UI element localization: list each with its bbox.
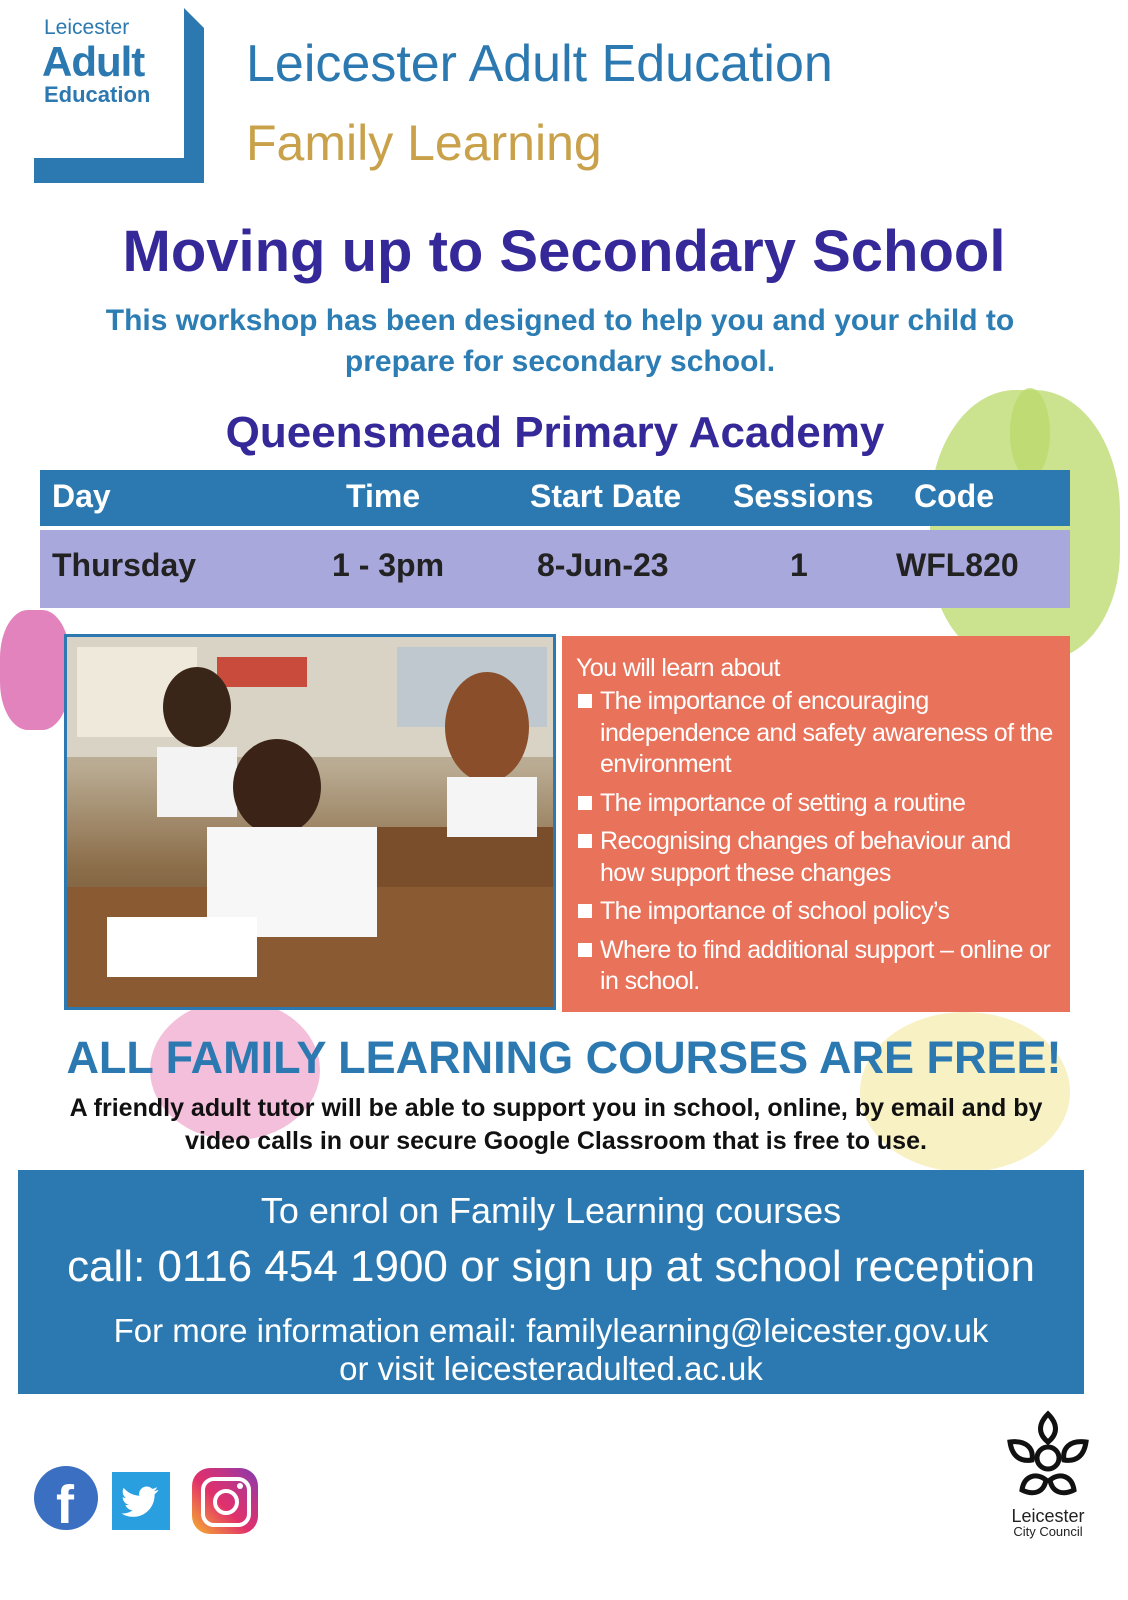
list-item-text: The importance of setting a routine <box>600 788 966 817</box>
list-item <box>576 935 1056 998</box>
page-title: Moving up to Secondary School <box>122 219 1006 284</box>
header-day: Day <box>52 478 111 514</box>
list-item-text: The importance of encouraging independence and safety awareness of the environment <box>600 687 1053 778</box>
schedule-table-row <box>40 530 1070 608</box>
bullet-square-icon <box>578 796 592 810</box>
bullet-square-icon <box>578 694 592 708</box>
list-item-text: The importance of school policy’s <box>600 897 950 925</box>
logo-text-small: Leicester <box>44 16 130 39</box>
tutor-support-text: A friendly adult tutor will be able to support you in school, online, by email and by video calls in our secure Google Classroom that is free to use. <box>69 1094 1043 1155</box>
bullet-square-icon <box>578 834 592 848</box>
learning-outcomes-box <box>562 636 1070 1012</box>
header-sessions: Sessions <box>733 478 874 514</box>
header-start-date: Start Date <box>530 478 682 514</box>
instagram-icon[interactable] <box>192 1468 258 1534</box>
list-item <box>576 788 1056 820</box>
header-time: Time <box>346 478 421 514</box>
list-item <box>576 686 1056 781</box>
cell-code: WFL820 <box>896 547 1019 583</box>
facebook-icon[interactable]: f <box>34 1466 98 1530</box>
classroom-illustration <box>67 637 553 1007</box>
enrol-info-box <box>18 1170 1084 1394</box>
logo-text-big: Adult <box>42 38 145 85</box>
cell-day: Thursday <box>52 547 197 583</box>
free-courses-banner: ALL FAMILY LEARNING COURSES ARE FREE! <box>66 1032 1062 1083</box>
council-name: Leicester <box>1011 1506 1085 1526</box>
cell-sessions: 1 <box>790 547 808 583</box>
list-item-text: Recognising changes of behaviour and how support these changes <box>600 827 1011 887</box>
cell-time: 1 - 3pm <box>332 547 445 583</box>
header-code: Code <box>914 478 994 514</box>
schedule-table-header <box>40 470 1070 526</box>
enrol-email-line: For more information email: familylearning@leicester.gov.uk <box>113 1312 989 1349</box>
enrol-phone-line: call: 0116 454 1900 or sign up at school reception <box>67 1242 1035 1291</box>
list-item-text: Where to find additional support – online or in school. <box>600 935 1051 995</box>
twitter-icon[interactable] <box>112 1472 170 1530</box>
enrol-line-1: To enrol on Family Learning courses <box>260 1190 842 1231</box>
hand-print-pink <box>0 610 70 730</box>
council-subtitle: City Council <box>1013 1524 1083 1539</box>
list-item <box>576 826 1056 889</box>
intro-text: This workshop has been designed to help you and your child to prepare for secondary school. <box>105 304 1015 378</box>
learning-outcomes-title: You will learn about <box>576 654 780 682</box>
classroom-photo <box>64 634 556 1010</box>
learning-outcomes-list <box>576 686 1056 1005</box>
cell-start-date: 8-Jun-23 <box>537 547 669 583</box>
enrol-website-line: or visit leicesteradulted.ac.uk <box>339 1350 763 1387</box>
list-item <box>576 896 1056 928</box>
bullet-square-icon <box>578 904 592 918</box>
bullet-square-icon <box>578 943 592 957</box>
org-title: Leicester Adult Education <box>246 35 833 93</box>
logo-text-education: Education <box>44 82 151 107</box>
org-subtitle: Family Learning <box>246 115 602 171</box>
venue-title: Queensmead Primary Academy <box>225 408 885 457</box>
